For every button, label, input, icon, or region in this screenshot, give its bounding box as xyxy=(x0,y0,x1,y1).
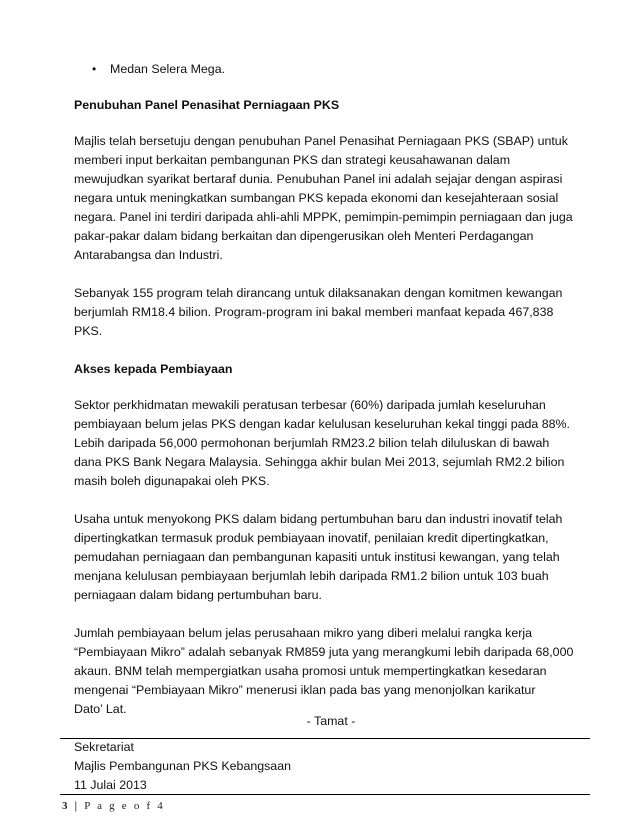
text-line: memberi input berkaitan pembangunan PKS dan strategi keusahawanan dalam xyxy=(74,153,511,167)
text-line: Jumlah pembiayaan belum jelas perusahaan mikro yang diberi melalui rangka kerja xyxy=(74,626,533,640)
paragraph-innovative-industry xyxy=(74,510,588,605)
page-word: P a g e xyxy=(84,800,129,812)
end-marker: - Tamat - xyxy=(306,714,356,728)
text-line: pemudahan perniagaan dan pembangunan kapasiti untuk institusi kewangan, yang telah xyxy=(74,550,560,564)
page-footer xyxy=(62,800,165,812)
page-number: 3 xyxy=(62,800,70,812)
text-line: pakar-pakar dalam bidang berkaitan dan dipengerusikan oleh Menteri Perdagangan xyxy=(74,229,534,243)
section-heading-panel: Penubuhan Panel Penasihat Perniagaan PKS xyxy=(74,98,340,112)
of-word: o f xyxy=(133,800,153,812)
text-line: Majlis telah bersetuju dengan penubuhan Panel Penasihat Perniagaan PKS (SBAP) untuk xyxy=(74,134,568,148)
bullet-text: Medan Selera Mega. xyxy=(110,62,226,76)
text-line: mewujudkan syarikat bertaraf dunia. Penubuhan Panel ini adalah sejajar dengan aspirasi xyxy=(74,172,563,186)
text-line: masih boleh digunapakai oleh PKS. xyxy=(74,474,270,488)
paragraph-financing-sector xyxy=(74,396,588,491)
footer-divider-line xyxy=(60,794,590,795)
text-line: Dato’ Lat. xyxy=(74,702,127,716)
text-line: PKS. xyxy=(74,324,103,338)
text-line: mengenai “Pembiayaan Mikro” menerusi iklan pada bas yang menonjolkan karikatur xyxy=(74,683,536,697)
text-line: berjumlah RM18.4 bilion. Program-program ini bakal memberi manfaat kepada 467,838 xyxy=(74,305,554,319)
paragraph-programs xyxy=(74,284,588,341)
section-heading-financing: Akses kepada Pembiayaan xyxy=(74,362,233,376)
signature-council: Majlis Pembangunan PKS Kebangsaan xyxy=(74,759,291,773)
bullet-list-item xyxy=(92,60,588,79)
bullet-icon: • xyxy=(92,62,97,76)
text-line: negara. Panel ini terdiri daripada ahli-ahli MPPK, pemimpin-pemimpin perniagaan dan juga xyxy=(74,210,573,224)
total-pages: 4 xyxy=(157,800,165,812)
text-line: “Pembiayaan Mikro” adalah sebanyak RM859 juta yang merangkumi lebih daripada 68,000 xyxy=(74,645,574,659)
footer-separator: | xyxy=(69,800,85,812)
paragraph-micro-financing xyxy=(74,624,588,719)
text-line: pembiayaan belum jelas PKS dengan kadar kelulusan keseluruhan kekal tinggi pada 88%. xyxy=(74,417,570,431)
text-line: dana PKS Bank Negara Malaysia. Sehingga akhir bulan Mei 2013, sejumlah RM2.2 bilion xyxy=(74,455,565,469)
signature-date: 11 Julai 2013 xyxy=(74,778,147,792)
text-line: Antarabangsa dan Industri. xyxy=(74,248,223,262)
paragraph-panel-intro xyxy=(74,132,588,265)
text-line: Sektor perkhidmatan mewakili peratusan terbesar (60%) daripada jumlah keseluruhan xyxy=(74,398,546,412)
text-line: dipertingkatkan termasuk produk pembiayaan inovatif, penilaian kredit dipertingkatkan, xyxy=(74,531,549,545)
signature-block xyxy=(74,738,588,795)
text-line: Usaha untuk menyokong PKS dalam bidang pertumbuhan baru dan industri inovatif telah xyxy=(74,512,563,526)
text-line: Lebih daripada 56,000 permohonan berjumlah RM23.2 bilion telah diluluskan di bawah xyxy=(74,436,550,450)
text-line: negara untuk meningkatkan sumbangan PKS kepada ekonomi dan kesejahteraan sosial xyxy=(74,191,559,205)
signature-org: Sekretariat xyxy=(74,740,134,754)
text-line: menjana kelulusan pembiayaan berjumlah lebih daripada RM1.2 bilion untuk 103 buah xyxy=(74,569,549,583)
text-line: perniagaan dalam bidang pertumbuhan baru. xyxy=(74,588,322,602)
text-line: akaun. BNM telah mempergiatkan usaha promosi untuk mempertingkatkan kesedaran xyxy=(74,664,547,678)
document-body xyxy=(74,60,588,795)
divider-line xyxy=(60,738,590,739)
text-line: Sebanyak 155 program telah dirancang untuk dilaksanakan dengan komitmen kewangan xyxy=(74,286,563,300)
